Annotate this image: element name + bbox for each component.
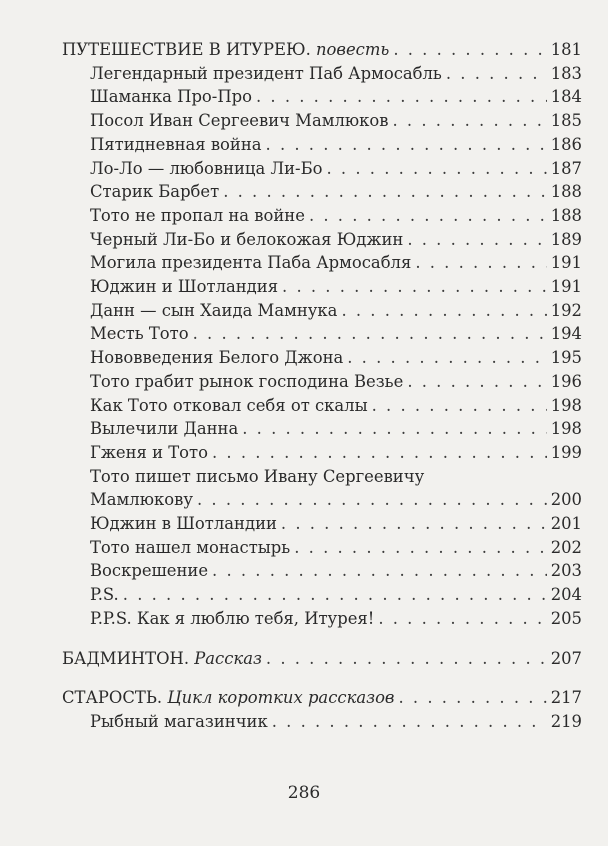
item-title: Гженя и Тото	[90, 442, 208, 462]
page-number: 207	[550, 648, 582, 668]
toc-item	[62, 62, 582, 86]
page-number: 219	[550, 711, 582, 731]
dot-leader	[372, 394, 547, 418]
toc-item	[62, 228, 582, 252]
item-title: P.P.S. Как я люблю тебя, Итурея!	[90, 608, 375, 628]
dot-leader	[197, 488, 547, 512]
page-number: 195	[550, 348, 582, 368]
page-number: 201	[550, 514, 582, 534]
item-title-continued: Мамлюкову	[90, 490, 193, 510]
item-title: Тото грабит рынок господина Везье	[90, 371, 404, 391]
dot-leader	[242, 417, 546, 441]
item-title: Юджин и Шотландия	[90, 277, 279, 297]
toc-item	[62, 180, 582, 204]
item-title: Тото пишет письмо Ивану Сергеевичу	[90, 466, 425, 486]
toc-item	[62, 559, 582, 583]
dot-leader	[446, 62, 547, 86]
dot-leader	[398, 686, 546, 710]
toc-item	[62, 157, 582, 181]
page-number: 192	[550, 300, 582, 320]
dot-leader	[407, 370, 546, 394]
toc-item	[62, 488, 582, 512]
page-number: 217	[550, 688, 582, 708]
toc-section-heading	[62, 686, 582, 710]
toc-item	[62, 607, 582, 631]
toc-item	[62, 441, 582, 465]
dot-leader	[282, 275, 547, 299]
page-number: 198	[550, 419, 582, 439]
page-number: 196	[550, 371, 582, 391]
dot-leader	[341, 299, 546, 323]
item-title: Ло-Ло — любовница Ли-Бо	[90, 158, 323, 178]
toc-item	[62, 710, 582, 734]
toc-section-heading	[62, 38, 582, 62]
toc-item	[62, 583, 582, 607]
page-number: 181	[550, 40, 582, 59]
item-title: P.S.	[90, 585, 119, 605]
toc-item	[62, 204, 582, 228]
section-genre: повесть	[310, 40, 390, 59]
dot-leader	[294, 536, 546, 560]
section-genre: Рассказ	[189, 648, 262, 668]
page-number: 188	[550, 182, 582, 202]
dot-leader	[123, 583, 547, 607]
toc-item	[62, 109, 582, 133]
toc-item	[62, 275, 582, 299]
dot-leader	[347, 346, 546, 370]
dot-leader	[193, 322, 547, 346]
item-title: Как Тото отковал себя от скалы	[90, 395, 368, 415]
item-title: Тото нашел монастырь	[90, 537, 291, 557]
section-title	[62, 647, 262, 671]
page-number: 200	[550, 490, 582, 510]
page-number: 191	[550, 253, 582, 273]
table-of-contents	[62, 38, 582, 734]
item-title: Рыбный магазинчик	[90, 711, 268, 731]
toc-item	[62, 299, 582, 323]
toc-item	[62, 133, 582, 157]
toc-item	[62, 346, 582, 370]
dot-leader	[393, 109, 547, 133]
toc-item-first-line	[62, 465, 582, 489]
dot-leader	[281, 512, 547, 536]
section-spacer	[62, 631, 582, 647]
page-number: 186	[550, 134, 582, 154]
item-title: Черный Ли-Бо и белокожая Юджин	[90, 229, 404, 249]
dot-leader	[272, 710, 547, 734]
dot-leader	[393, 38, 546, 62]
item-title: Данн — сын Хаида Мамнука	[90, 300, 338, 320]
section-spacer	[62, 670, 582, 686]
item-title: Пятидневная война	[90, 134, 262, 154]
toc-section-heading	[62, 647, 582, 671]
toc-item	[62, 370, 582, 394]
page-number: 189	[550, 229, 582, 249]
toc-item	[62, 417, 582, 441]
item-title: Старик Барбет	[90, 182, 220, 202]
page-number: 199	[550, 442, 582, 462]
dot-leader	[212, 559, 547, 583]
item-title: Воскрешение	[90, 561, 209, 581]
dot-leader	[327, 157, 547, 181]
page-number: 202	[550, 537, 582, 557]
item-title: Нововведения Белого Джона	[90, 348, 344, 368]
page-number: 194	[550, 324, 582, 344]
page-number: 191	[550, 277, 582, 297]
dot-leader	[266, 133, 547, 157]
dot-leader	[223, 180, 547, 204]
toc-item	[62, 394, 582, 418]
page-number: 203	[550, 561, 582, 581]
page-number: 204	[550, 585, 582, 605]
page-number: 185	[550, 111, 582, 131]
dot-leader	[266, 647, 547, 671]
page-number: 188	[550, 205, 582, 225]
toc-item	[62, 85, 582, 109]
toc-item	[62, 536, 582, 560]
item-title: Шаманка Про-Про	[90, 87, 252, 107]
dot-leader	[407, 228, 546, 252]
toc-item	[62, 512, 582, 536]
page-folio-number: 286	[287, 783, 321, 803]
page-number: 205	[550, 608, 582, 628]
page-number: 183	[550, 63, 582, 83]
page-number: 187	[550, 158, 582, 178]
section-title	[62, 38, 389, 62]
dot-leader	[256, 85, 547, 109]
page-number: 184	[550, 87, 582, 107]
item-title: Посол Иван Сергеевич Мамлюков	[90, 111, 389, 131]
item-title: Легендарный президент Паб Армосабль	[90, 63, 442, 83]
item-title: Месть Тото	[90, 324, 189, 344]
section-title	[62, 686, 394, 710]
item-title: Тото не пропал на войне	[90, 205, 305, 225]
item-title: Могила президента Паба Армосабля	[90, 253, 412, 273]
toc-item	[62, 322, 582, 346]
dot-leader	[378, 607, 546, 631]
dot-leader	[415, 251, 546, 275]
dot-leader	[309, 204, 547, 228]
item-title: Юджин в Шотландии	[90, 514, 277, 534]
section-title-text: СТАРОСТЬ.	[62, 688, 163, 708]
toc-item	[62, 251, 582, 275]
section-genre: Цикл коротких рассказов	[162, 688, 395, 708]
item-title: Вылечили Данна	[90, 419, 239, 439]
section-title-text: БАДМИНТОН.	[62, 648, 190, 668]
dot-leader	[212, 441, 547, 465]
section-title-text: ПУТЕШЕСТВИЕ В ИТУРЕЮ.	[62, 40, 311, 59]
page-number: 198	[550, 395, 582, 415]
